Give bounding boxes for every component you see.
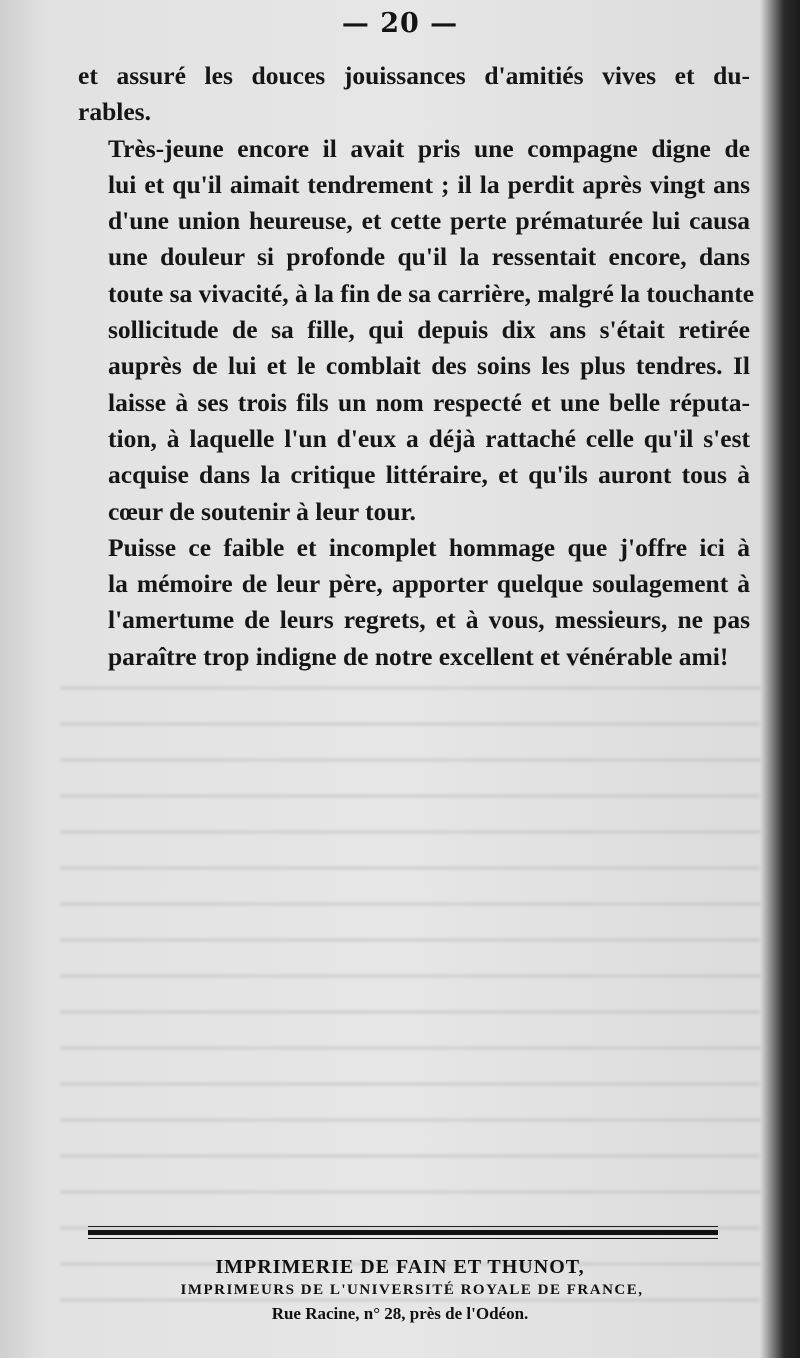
rule-thin-top <box>88 1226 718 1227</box>
imprint-printer-title: IMPRIMEURS DE L'UNIVERSITÉ ROYALE DE FRANCE, <box>180 1282 644 1298</box>
text-line: paraître trop indigne de notre excellent et vénérable ami! <box>108 641 729 671</box>
text-line: sollicitude de sa fille, qui depuis dix ans s'était retirée <box>108 315 750 345</box>
imprint-printer-name: IMPRIMERIE DE FAIN ET THUNOT, <box>215 1256 585 1278</box>
text-line: Puisse ce faible et incomplet hommage que j'offre ici à <box>108 532 750 562</box>
text-line: la mémoire de leur père, apporter quelque soulagement à <box>108 569 750 599</box>
rule-thin <box>88 1238 718 1239</box>
double-rule <box>88 1226 718 1239</box>
rule-thick <box>88 1230 718 1235</box>
text-line: cœur de soutenir à leur tour. <box>108 496 416 526</box>
text-line: lui et qu'il aimait tendrement ; il la perdit après vingt ans <box>108 169 750 199</box>
text-line: rables. <box>78 97 151 127</box>
text-line: une douleur si profonde qu'il la ressentait encore, dans <box>108 242 750 272</box>
text-line: laisse à ses trois fils un nom respecté et une belle réputa- <box>108 387 750 417</box>
text-line: tion, à laquelle l'un d'eux a déjà rattaché celle qu'il s'est <box>108 423 750 453</box>
body-text <box>78 58 755 675</box>
show-through-bleed <box>60 660 760 1320</box>
paragraph-3 <box>78 530 750 675</box>
imprint-address: Rue Racine, n° 28, près de l'Odéon. <box>271 1304 529 1323</box>
text-line: d'une union heureuse, et cette perte prématurée lui causa <box>108 206 750 236</box>
text-line: l'amertume de leurs regrets, et à vous, messieurs, ne pas <box>108 605 750 635</box>
paragraph-2 <box>78 131 755 530</box>
paragraph-1 <box>78 58 750 131</box>
text-line: acquise dans la critique littéraire, et qu'ils auront tous à <box>108 460 750 490</box>
text-line: Très-jeune encore il avait pris une compagne digne de <box>108 133 750 163</box>
text-line: et assuré les douces jouissances d'amitiés vives et du- <box>78 61 750 90</box>
text-line: toute sa vivacité, à la fin de sa carrière, malgré la touchante <box>108 278 755 308</box>
page-number: — 20 — <box>341 8 459 39</box>
text-line: auprès de lui et le comblait des soins les plus tendres. Il <box>108 351 750 381</box>
